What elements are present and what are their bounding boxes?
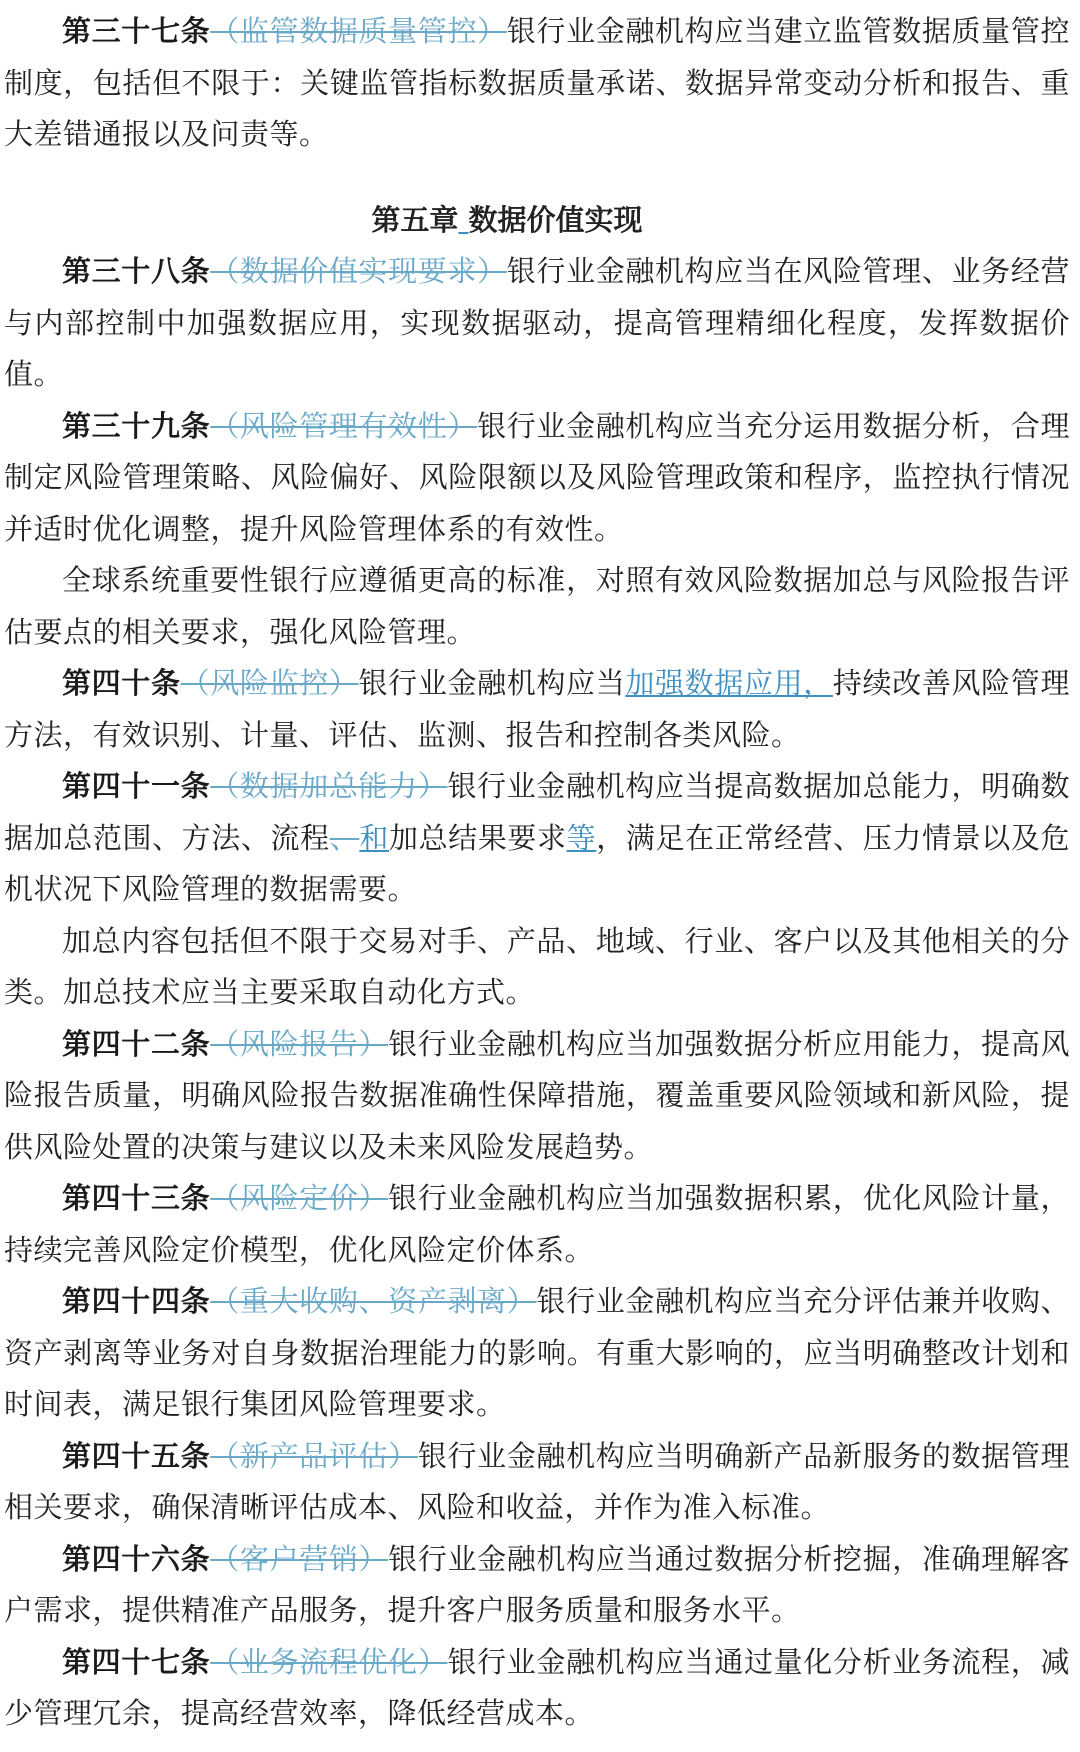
chapter-inserted-space: [458, 203, 468, 237]
deleted-heading: （客户营销）: [210, 1541, 389, 1576]
deleted-heading: （数据价值实现要求）: [210, 254, 507, 288]
article-47: [4, 1637, 1070, 1740]
article-number: 第四十四条: [62, 1284, 211, 1318]
article-text: 银行业金融机构应当建立监管数据质量管控制度，包括但不限于：关键监管指标数据质量承诺、数据异常变动分析和报告、重大差错通报以及问责等。: [4, 14, 1070, 151]
article-text-before: 银行业金融机构应当: [358, 666, 626, 700]
article-text: 银行业金融机构应当明确新产品新服务的数据管理相关要求，确保清晰评估成本、风险和收益，并作为准入标准。: [4, 1438, 1070, 1524]
article-41: [4, 761, 1070, 916]
article-text-mid: 加总结果要求: [388, 820, 567, 855]
article-39: [4, 401, 1070, 556]
paragraph-text: 全球系统重要性银行应遵循更高的标准，对照有效风险数据加总与风险报告评估要点的相关要求，强化风险管理。: [4, 563, 1070, 649]
article-number: 第四十六条: [62, 1541, 211, 1576]
paragraph-text: 加总内容包括但不限于交易对手、产品、地域、行业、客户以及其他相关的分类。加总技术应当主要采取自动化方式。: [4, 923, 1070, 1009]
article-45: [4, 1431, 1070, 1534]
article-number: 第四十一条: [62, 769, 211, 803]
article-text: 银行业金融机构应当充分评估兼并收购、资产剥离等业务对自身数据治理能力的影响。有重大影响的，应当明确整改计划和时间表，满足银行集团风险管理要求。: [4, 1284, 1070, 1421]
deleted-heading: （数据加总能力）: [210, 769, 448, 803]
article-number: 第四十三条: [62, 1181, 211, 1215]
article-40: [4, 658, 1070, 761]
deleted-text: 、: [329, 820, 360, 855]
article-text-after: 持续改善风险管理方法，有效识别、计量、评估、监测、报告和控制各类风险。: [4, 666, 1070, 752]
article-number: 第四十条: [62, 666, 181, 700]
article-text: 银行业金融机构应当加强数据分析应用能力，提高风险报告质量，明确风险报告数据准确性保障措施，覆盖重要风险领域和新风险，提供风险处置的决策与建议以及未来风险发展趋势。: [4, 1026, 1070, 1164]
article-number: 第四十五条: [62, 1438, 211, 1473]
article-text: 银行业金融机构应当通过数据分析挖掘，准确理解客户需求，提供精准产品服务，提升客户服务质量和服务水平。: [4, 1541, 1070, 1627]
article-number: 第三十七条: [62, 14, 211, 48]
deleted-heading: （风险定价）: [210, 1181, 389, 1215]
inserted-text-2: 等: [566, 820, 597, 855]
deleted-heading: （重大收购、资产剥离）: [210, 1284, 537, 1318]
inserted-text: 和: [359, 820, 389, 855]
deleted-heading: （新产品评估）: [210, 1438, 418, 1473]
chapter-title: [4, 195, 1070, 247]
article-number: 第四十二条: [62, 1026, 211, 1061]
article-text: 银行业金融机构应当充分运用数据分析，合理制定风险管理策略、风险偏好、风险限额以及风险管理政策和程序，监控执行情况并适时优化调整，提升风险管理体系的有效性。: [4, 408, 1070, 546]
article-number: 第三十八条: [62, 254, 211, 288]
deleted-heading: （风险监控）: [180, 666, 359, 700]
article-44: [4, 1276, 1070, 1431]
article-43: [4, 1173, 1070, 1276]
article-text-before: 银行业金融机构应当提高数据加总能力，明确数据加总范围、方法、流程: [4, 769, 1070, 855]
deleted-heading: （风险报告）: [210, 1026, 389, 1061]
article-42: [4, 1019, 1070, 1174]
article-text: 银行业金融机构应当加强数据积累，优化风险计量，持续完善风险定价模型，优化风险定价体系。: [4, 1181, 1070, 1267]
article-number: 第四十七条: [62, 1644, 211, 1679]
article-text: 银行业金融机构应当通过量化分析业务流程，减少管理冗余，提高经营效率，降低经营成本。: [4, 1644, 1070, 1730]
article-37: [4, 6, 1070, 161]
chapter-name: 数据价值实现: [468, 202, 643, 237]
article-38: [4, 246, 1070, 401]
article-text: 银行业金融机构应当在风险管理、业务经营与内部控制中加强数据应用，实现数据驱动，提高管理精细化程度，发挥数据价值。: [4, 254, 1070, 391]
deleted-heading: （风险管理有效性）: [210, 408, 478, 443]
article-39-paragraph-2: [4, 555, 1070, 658]
deleted-heading: （业务流程优化）: [210, 1644, 448, 1679]
deleted-heading: （监管数据质量管控）: [210, 14, 507, 48]
inserted-text: 加强数据应用，: [625, 666, 833, 700]
article-46: [4, 1534, 1070, 1637]
article-number: 第三十九条: [62, 408, 211, 443]
article-text-after: ，满足在正常经营、压力情景以及危机状况下风险管理的数据需要。: [4, 820, 1070, 906]
chapter-prefix: 第五章: [371, 202, 459, 237]
article-41-paragraph-2: [4, 916, 1070, 1019]
